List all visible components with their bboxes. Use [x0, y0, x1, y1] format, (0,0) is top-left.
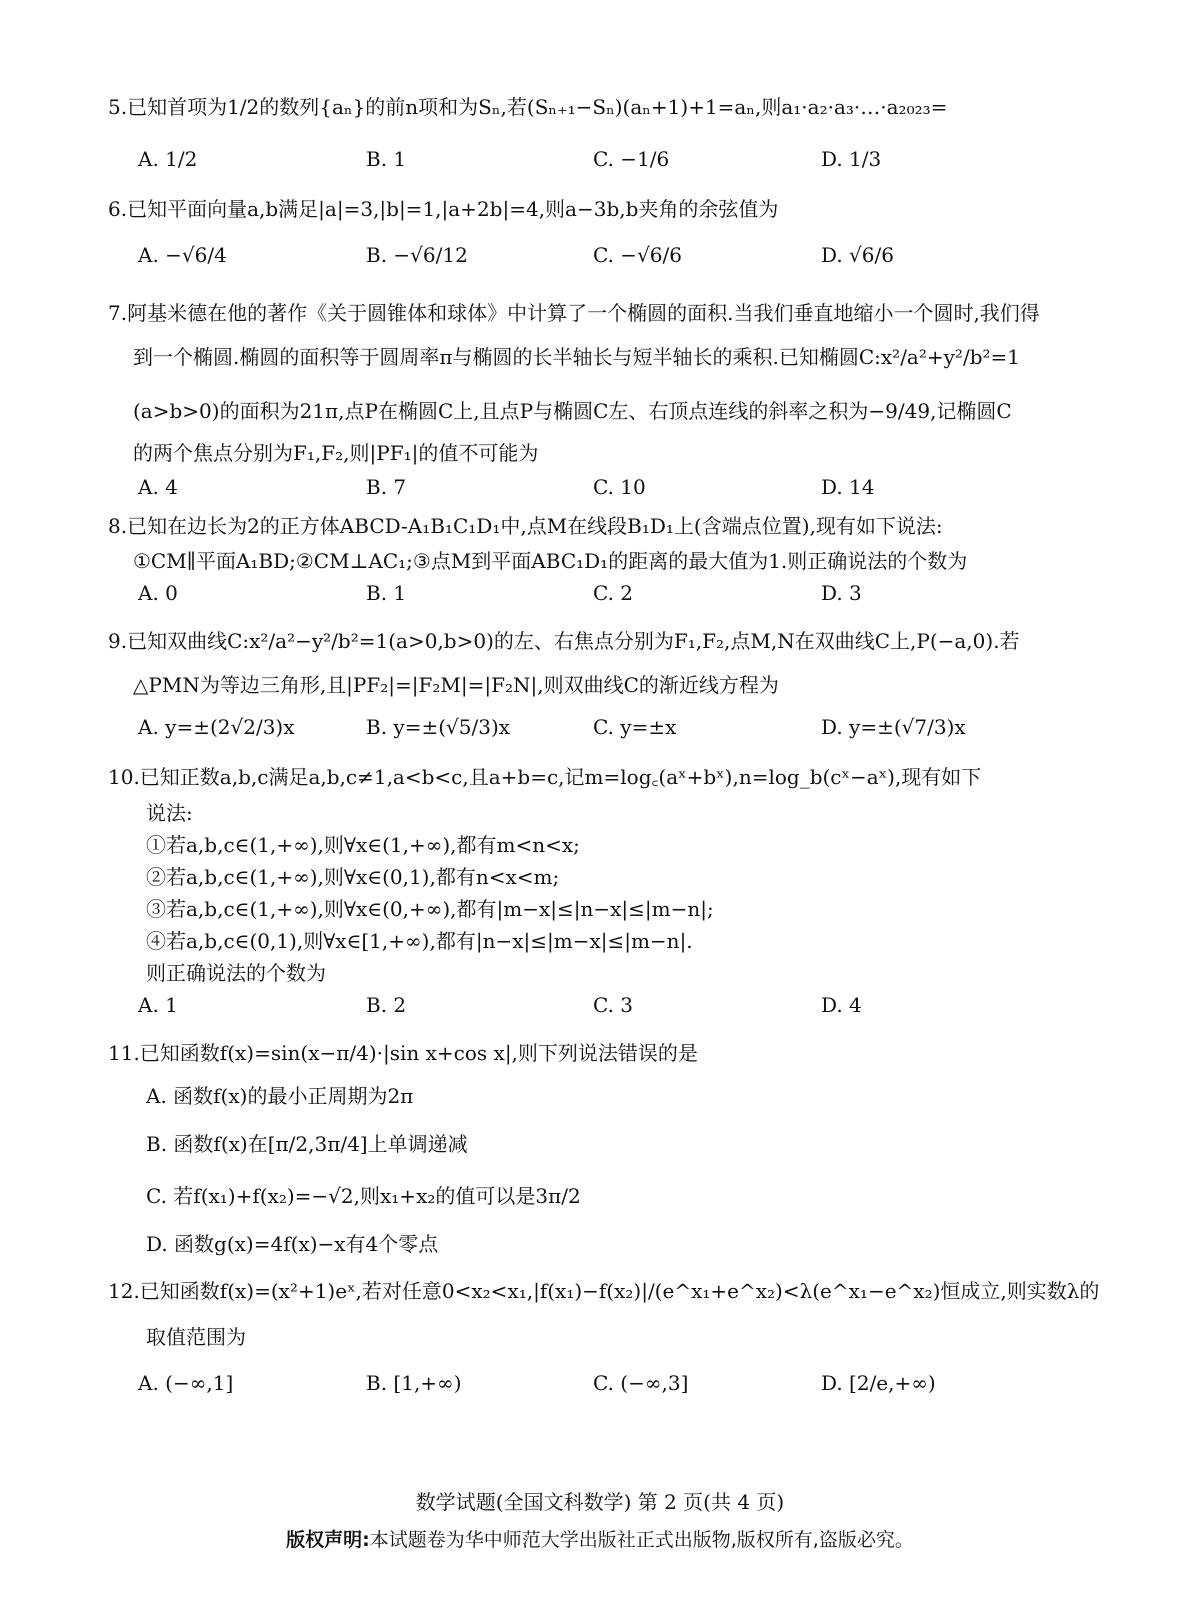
option-b: B. 2: [366, 993, 407, 1017]
option-d: D. 4: [821, 993, 862, 1017]
question-7-line-1: 7.阿基米德在他的著作《关于圆锥体和球体》中计算了一个椭圆的面积.当我们垂直地缩小一个圆时,我们得: [108, 301, 1040, 325]
question-7-options: [138, 472, 1098, 512]
copyright-label: 版权声明:: [286, 1529, 370, 1551]
question-10-statement-3: ③若a,b,c∈(1,+∞),则∀x∈(0,+∞),都有|m−x|≤|n−x|≤|m−n|;: [146, 897, 714, 921]
option-b: B. 1: [366, 147, 407, 171]
option-d: D. y=±(√7/3)x: [821, 715, 966, 739]
option-a: A. −√6/4: [138, 243, 227, 267]
option-d: D. [2/e,+∞): [821, 1371, 936, 1395]
question-6-options: [138, 240, 1098, 280]
question-12-line-1: 12.已知函数f(x)=(x²+1)eˣ,若对任意0<x₂<x₁,|f(x₁)−f(x₂)|/(e^x₁+e^x₂)<λ(e^x₁−e^x₂)恒成立,则实数λ的: [108, 1279, 1100, 1303]
option-d: D. 3: [821, 581, 862, 605]
option-a: A. y=±(2√2/3)x: [138, 715, 295, 739]
option-a: A. (−∞,1]: [138, 1371, 234, 1395]
question-9-line-2: △PMN为等边三角形,且|PF₂|=|F₂M|=|F₂N|,则双曲线C的渐近线方程为: [133, 673, 779, 697]
question-11-option-c: C. 若f(x₁)+f(x₂)=−√2,则x₁+x₂的值可以是3π/2: [146, 1184, 581, 1208]
option-a: A. 0: [138, 581, 178, 605]
question-10-statement-2: ②若a,b,c∈(1,+∞),则∀x∈(0,1),都有n<x<m;: [146, 865, 560, 889]
question-5-options: [138, 144, 1098, 184]
copyright-notice: [0, 1525, 1200, 1552]
question-10-prompt: 则正确说法的个数为: [146, 961, 326, 985]
option-b: B. y=±(√5/3)x: [366, 715, 511, 739]
question-10-statement-4: ④若a,b,c∈(0,1),则∀x∈[1,+∞),都有|n−x|≤|m−x|≤|m−n|.: [146, 929, 693, 953]
question-7-line-4: 的两个焦点分别为F₁,F₂,则|PF₁|的值不可能为: [133, 441, 539, 465]
option-b: B. [1,+∞): [366, 1371, 462, 1395]
question-11-option-b: B. 函数f(x)在[π/2,3π/4]上单调递减: [146, 1132, 468, 1156]
question-10-options: [138, 990, 1098, 1030]
option-d: D. 1/3: [821, 147, 882, 171]
page-footer: 数学试题(全国文科数学) 第 2 页(共 4 页): [415, 1490, 785, 1514]
question-10-statement-1: ①若a,b,c∈(1,+∞),则∀x∈(1,+∞),都有m<n<x;: [146, 833, 580, 857]
option-c: C. (−∞,3]: [593, 1371, 689, 1395]
option-d: D. 14: [821, 475, 875, 499]
option-d: D. √6/6: [821, 243, 894, 267]
option-b: B. −√6/12: [366, 243, 468, 267]
question-11-stem: 11.已知函数f(x)=sin(x−π/4)·|sin x+cos x|,则下列说法错误的是: [108, 1041, 698, 1065]
option-c: C. 10: [593, 475, 646, 499]
option-c: C. y=±x: [593, 715, 677, 739]
option-a: A. 4: [138, 475, 178, 499]
question-8-line-1: 8.已知在边长为2的正方体ABCD-A₁B₁C₁D₁中,点M在线段B₁D₁上(含端点位置),现有如下说法:: [108, 514, 943, 538]
question-7-line-2: 到一个椭圆.椭圆的面积等于圆周率π与椭圆的长半轴长与短半轴长的乘积.已知椭圆C:x²/a²+y²/b²=1: [133, 345, 1020, 369]
question-10-line-2: 说法:: [146, 801, 193, 825]
question-7-line-3: (a>b>0)的面积为21π,点P在椭圆C上,且点P与椭圆C左、右顶点连线的斜率之积为−9/49,记椭圆C: [133, 399, 1012, 423]
copyright-text: 本试题卷为华中师范大学出版社正式出版物,版权所有,盗版必究。: [369, 1529, 914, 1551]
option-c: C. 2: [593, 581, 634, 605]
question-11-option-a: A. 函数f(x)的最小正周期为2π: [146, 1084, 414, 1108]
option-a: A. 1/2: [138, 147, 198, 171]
question-11-option-d: D. 函数g(x)=4f(x)−x有4个零点: [146, 1232, 439, 1256]
option-a: A. 1: [138, 993, 178, 1017]
option-c: C. −√6/6: [593, 243, 682, 267]
question-9-options: [138, 712, 1098, 752]
option-c: C. −1/6: [593, 147, 670, 171]
option-c: C. 3: [593, 993, 634, 1017]
question-8-options: [138, 578, 1098, 618]
option-b: B. 7: [366, 475, 407, 499]
question-12-line-2: 取值范围为: [146, 1325, 246, 1349]
question-5-stem: 5.已知首项为1/2的数列{aₙ}的前n项和为Sₙ,若(Sₙ₊₁−Sₙ)(aₙ+1)+1=aₙ,则a₁·a₂·a₃·…·a₂₀₂₃=: [108, 95, 948, 119]
option-b: B. 1: [366, 581, 407, 605]
question-6-stem: 6.已知平面向量a,b满足|a|=3,|b|=1,|a+2b|=4,则a−3b,b夹角的余弦值为: [108, 197, 779, 221]
question-10-line-1: 10.已知正数a,b,c满足a,b,c≠1,a<b<c,且a+b=c,记m=log꜀(aˣ+bˣ),n=log_b(cˣ−aˣ),现有如下: [108, 765, 982, 789]
question-8-line-2: ①CM∥平面A₁BD;②CM⊥AC₁;③点M到平面ABC₁D₁的距离的最大值为1.则正确说法的个数为: [133, 549, 968, 573]
question-12-options: [138, 1368, 1098, 1408]
question-9-line-1: 9.已知双曲线C:x²/a²−y²/b²=1(a>0,b>0)的左、右焦点分别为F₁,F₂,点M,N在双曲线C上,P(−a,0).若: [108, 629, 1020, 653]
